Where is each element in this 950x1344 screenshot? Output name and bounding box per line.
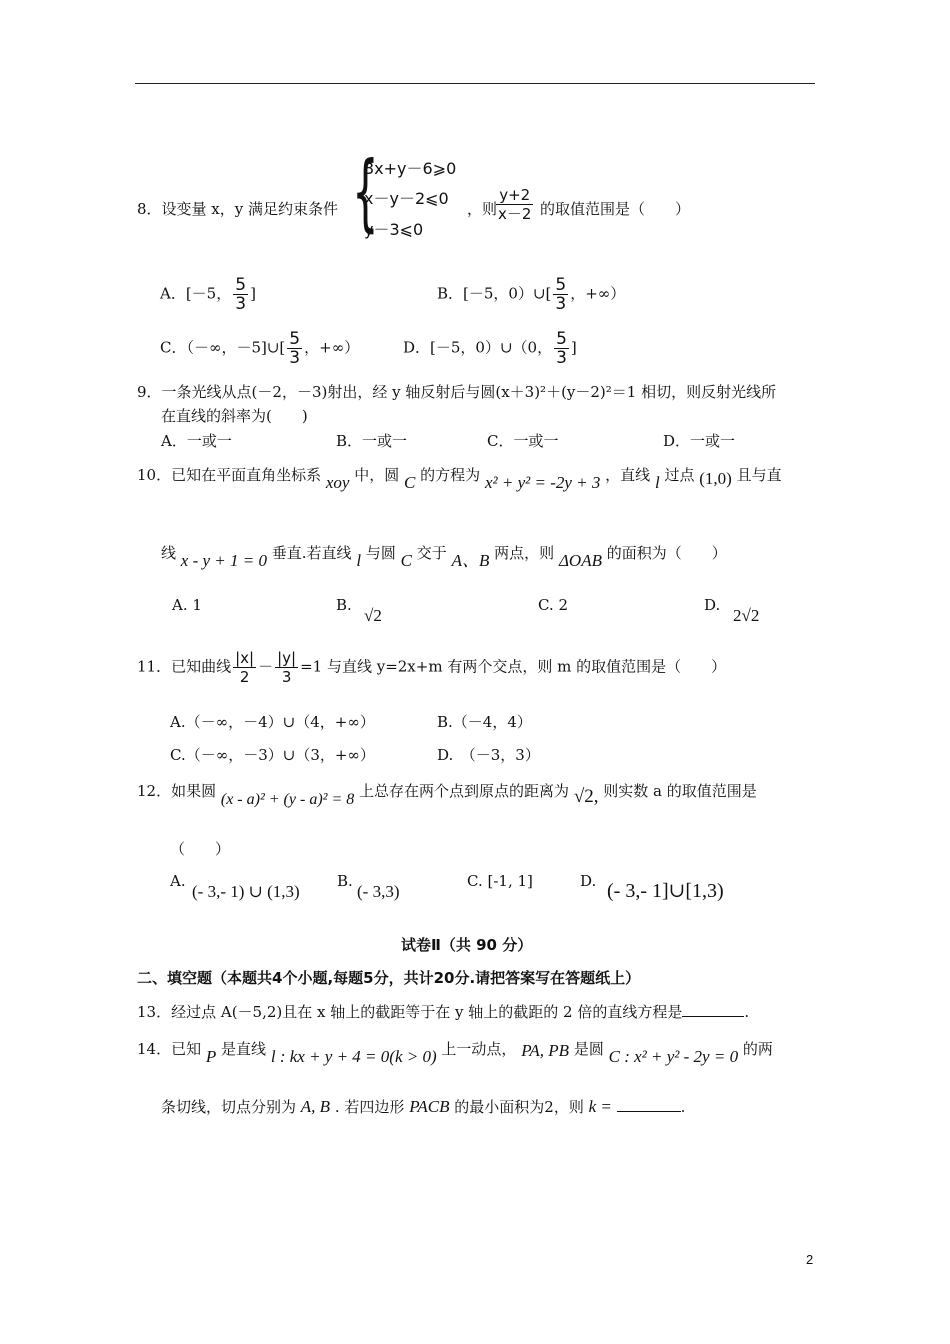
q13-answer-blank — [682, 1002, 744, 1017]
q10-line-1: 10．已知在平面直角坐标系 xoy 中，圆 C 的方程为 x² + y² = -2y + 3 ，直线 l 过点 (1,0) 且与直 — [137, 466, 782, 492]
q9-option-b: B．一或一 — [336, 432, 408, 450]
q9-option-c: C．一或一 — [487, 432, 559, 450]
q12-option-a-value: (- 3,- 1) ∪ (1,3) — [192, 882, 300, 901]
q8-stem-b: ，则 — [467, 200, 498, 218]
q12-option-d-value: (- 3,- 1]∪[1,3) — [607, 880, 724, 902]
q8-option-c: C．（－∞，－5]∪[ $\frac{5}{3}$ ，+∞） — [160, 329, 360, 368]
q10-option-d-value: 2√2 — [733, 606, 760, 625]
q12-stem: 12．如果圆 (x - a)² + (y - a)² = 8 上总存在两个点到原点的距离为 √2, 则实数 a 的取值范围是 — [137, 782, 757, 808]
q8-stem: 8．设变量 x，y 满足约束条件 — [137, 200, 339, 218]
constraint-1: 3x+y－6⩾0 — [364, 159, 457, 178]
q10-option-b: B. — [336, 596, 352, 614]
q8-option-d: D．[－5，0）∪（0， $\frac{5}{3}$ ] — [403, 329, 577, 368]
header-rule — [135, 83, 815, 84]
brace-icon: { — [352, 143, 379, 241]
q11-option-c: C.（－∞，－3）∪（3，+∞） — [170, 746, 375, 764]
q10-option-d: D. — [704, 596, 721, 614]
q14-answer-blank — [617, 1097, 681, 1112]
q11-option-a: A.（－∞，－4）∪（4，+∞） — [170, 713, 375, 731]
q8-option-b: B．[－5，0）∪[ $\frac{5}{3}$ ，+∞） — [437, 275, 626, 314]
q12-option-d: D. — [580, 872, 597, 890]
q14-line-2: 条切线，切点分别为 A, B . 若四边形 PACB 的最小面积为2，则 k = . — [161, 1097, 686, 1116]
q8-stem-c: 的取值范围是（ ） — [540, 200, 691, 218]
q10-option-a: A. 1 — [172, 596, 202, 614]
q11-stem: 11．已知曲线 $\frac{|x|}{2}$ － $\frac{|y|}{3}$ =1 与直线 y=2x+m 有两个交点，则 m 的取值范围是（ ） — [137, 649, 727, 686]
section2-title: 二、填空题（本题共4个小题,每题5分，共计20分.请把答案写在答题纸上） — [137, 969, 641, 987]
q10-option-c: C. 2 — [538, 596, 569, 614]
constraint-3: y－3⩽0 — [364, 220, 424, 239]
q10-option-b-value: √2 — [364, 606, 382, 625]
q8-fraction: $\frac{y+2}{x-2}$ — [498, 186, 532, 223]
q9-option-a: A．一或一 — [161, 432, 232, 450]
part2-title: 试卷Ⅱ（共 90 分） — [401, 936, 533, 954]
q9-line-2: 在直线的斜率为( ) — [161, 407, 308, 425]
q10-line-2: 线 x - y + 1 = 0 垂直.若直线 l 与圆 C 交于 A、B 两点，则 ΔOAB 的面积为（ ） — [161, 544, 727, 570]
q9-line-1: 9．一条光线从点(－2，－3)射出，经 y 轴反射后与圆(x＋3)²＋(y－2)²＝1 相切，则反射光线所 — [137, 383, 777, 401]
q11-option-b: B.（－4，4） — [437, 713, 532, 731]
q9-option-d: D．一或一 — [663, 432, 736, 450]
page-number: 2 — [806, 1252, 814, 1267]
q11-option-d: D. （－3，3） — [437, 746, 540, 764]
q12-option-b: B. — [337, 872, 353, 890]
q14-line-1: 14．已知 P 是直线 l : kx + y + 4 = 0(k > 0) 上一动点， PA, PB 是圆 C : x² + y² - 2y = 0 的两 — [137, 1040, 773, 1066]
q12-option-a: A. — [170, 872, 186, 890]
q8-constraint-system — [352, 143, 472, 246]
q12-option-c: C. [-1, 1] — [467, 872, 533, 890]
q8-option-a: A．[－5， $\frac{5}{3}$ ] — [160, 275, 256, 314]
q12-option-b-value: (- 3,3) — [357, 882, 400, 901]
constraint-2: x－y－2⩽0 — [364, 189, 449, 208]
q13-text: 13．经过点 A(－5,2)且在 x 轴上的截距等于在 y 轴上的截距的 2 倍的直线方程是 . — [137, 1003, 750, 1021]
q12-paren: （ ） — [170, 840, 231, 858]
